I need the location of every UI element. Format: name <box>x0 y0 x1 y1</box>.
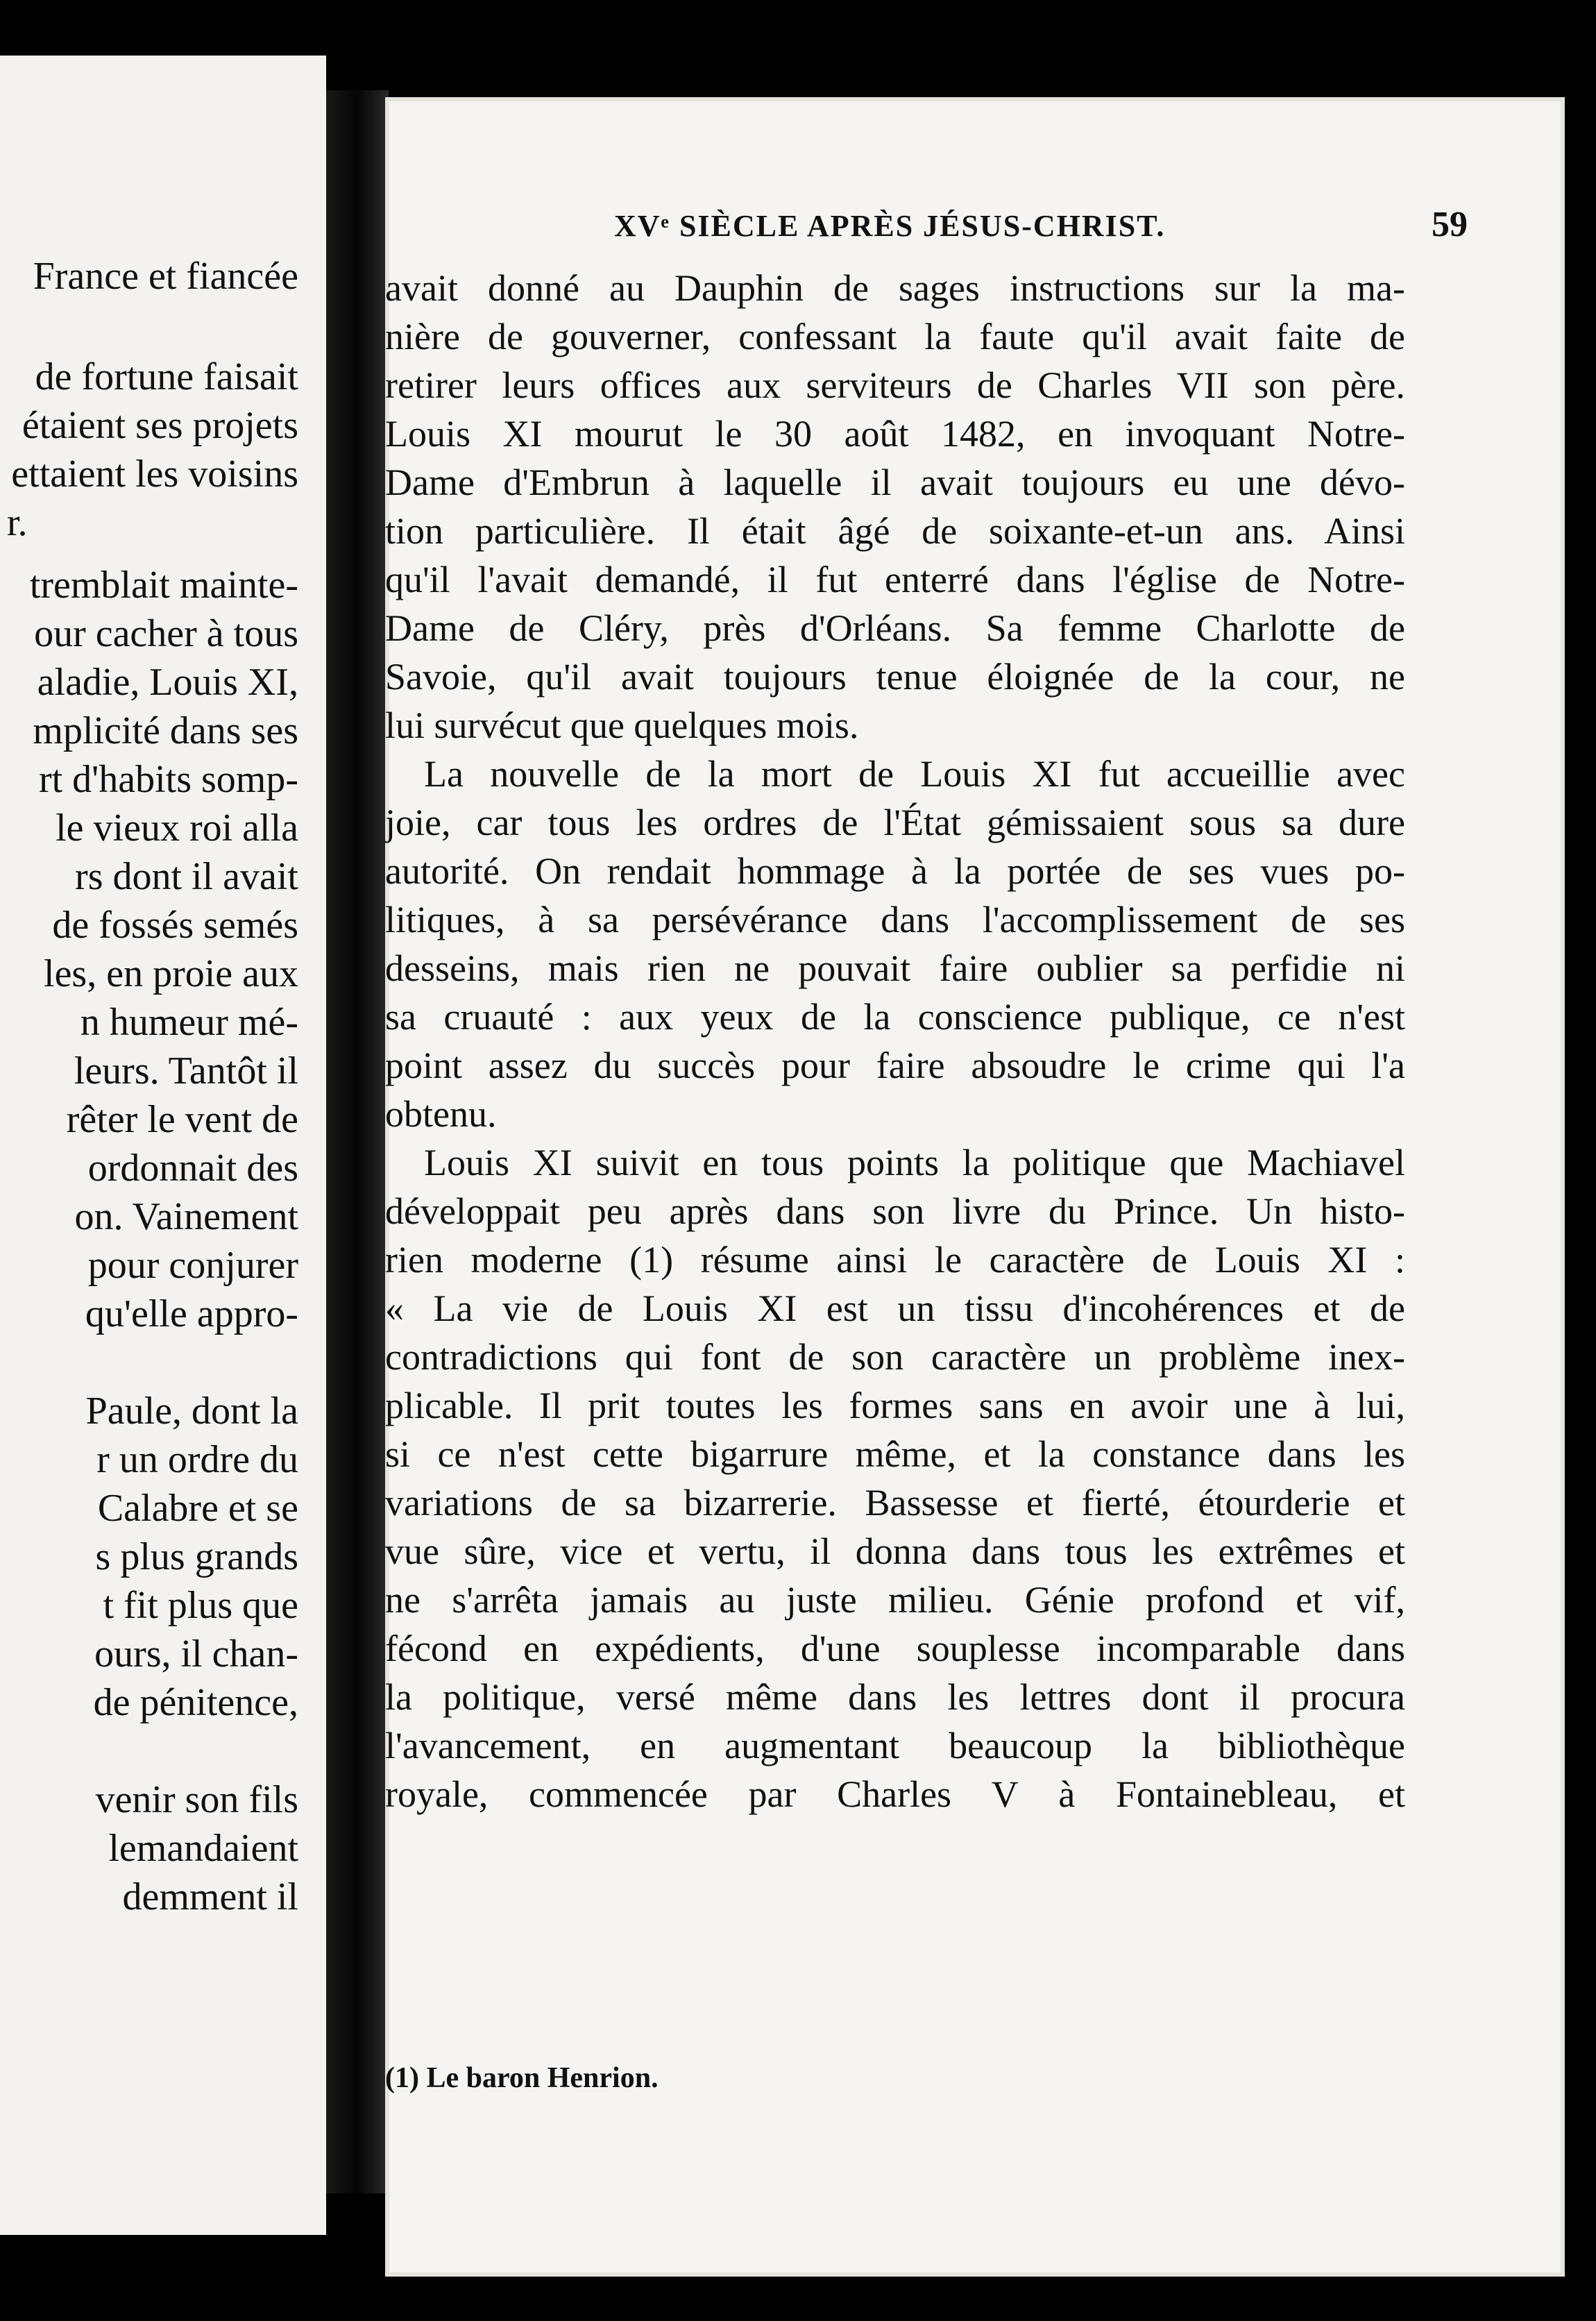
body-line: Dame d'Embrun à laquelle il avait toujours eu une dévo- <box>385 462 1405 503</box>
body-line: obtenu. <box>385 1093 497 1135</box>
body-line: vue sûre, vice et vertu, il donna dans tous les extrêmes et <box>385 1530 1405 1572</box>
left-line: les, en proie aux <box>44 952 298 995</box>
left-line: de fossés semés <box>52 904 298 947</box>
body-line: Dame de Cléry, près d'Orléans. Sa femme Charlotte de <box>385 607 1405 649</box>
body-line: plicable. Il prit toutes les formes sans en avoir une à lui, <box>385 1385 1405 1426</box>
body-line: desseins, mais rien ne pouvait faire oublier sa perfidie ni <box>385 947 1405 989</box>
left-line: qu'elle appro- <box>85 1292 298 1335</box>
left-line: Calabre et se <box>97 1487 298 1530</box>
left-line: t fit plus que <box>103 1584 298 1627</box>
left-line: le vieux roi alla <box>56 807 298 850</box>
left-page <box>0 56 326 2235</box>
body-line: La nouvelle de la mort de Louis XI fut accueillie avec <box>424 753 1405 795</box>
left-line: n humeur mé- <box>80 1001 298 1044</box>
body-line: si ce n'est cette bigarrure même, et la constance dans les <box>385 1433 1405 1475</box>
body-line: Louis XI mourut le 30 août 1482, en invoquant Notre- <box>385 413 1405 455</box>
running-head <box>385 205 1565 250</box>
page-number: 59 <box>1432 205 1468 244</box>
left-line: étaient ses projets <box>22 404 298 447</box>
body-line: retirer leurs offices aux serviteurs de Charles VII son père. <box>385 364 1405 406</box>
body-line: joie, car tous les ordres de l'État gémissaient sous sa dure <box>385 802 1405 843</box>
left-line: aladie, Louis XI, <box>37 661 298 704</box>
running-title: XVᵉ SIÈCLE APRÈS JÉSUS-CHRIST. <box>614 209 1166 243</box>
left-line: venir son fils <box>95 1778 298 1821</box>
left-line: on. Vainement <box>74 1195 298 1238</box>
body-line: qu'il l'avait demandé, il fut enterré dans l'église de Notre- <box>385 559 1405 600</box>
body-line: l'avancement, en augmentant beaucoup la bibliothèque <box>385 1725 1405 1766</box>
left-line: ettaient les voisins <box>11 453 298 496</box>
body-line: autorité. On rendait hommage à la portée de ses vues po- <box>385 850 1405 892</box>
left-line: r un ordre du <box>96 1438 298 1481</box>
body-line: point assez du succès pour faire absoudre le crime qui l'a <box>385 1045 1405 1086</box>
left-line: pour conjurer <box>87 1244 298 1287</box>
left-line: de fortune faisait <box>35 355 298 398</box>
left-line: de pénitence, <box>93 1681 298 1724</box>
left-line: ours, il chan- <box>94 1632 298 1676</box>
body-line: la politique, versé même dans les lettres dont il procura <box>385 1676 1405 1718</box>
body-line: rien moderne (1) résume ainsi le caractère de Louis XI : <box>385 1239 1405 1281</box>
body-line: Savoie, qu'il avait toujours tenue éloignée de la cour, ne <box>385 656 1405 698</box>
body-line: tion particulière. Il était âgé de soixante-et-un ans. Ainsi <box>385 510 1405 552</box>
body-line: variations de sa bizarrerie. Bassesse et fierté, étourderie et <box>385 1482 1405 1524</box>
left-line: rs dont il avait <box>75 855 298 898</box>
left-line: leurs. Tantôt il <box>74 1049 298 1092</box>
left-line: France et fiancée <box>33 255 298 298</box>
left-line: rêter le vent de <box>66 1098 298 1141</box>
body-line: développait peu après dans son livre du Prince. Un histo- <box>385 1190 1405 1232</box>
footnote: (1) Le baron Henrion. <box>385 2062 659 2094</box>
left-line: mplicité dans ses <box>33 709 298 752</box>
left-line: r. <box>7 501 28 544</box>
body-line: litiques, à sa persévérance dans l'accomplissement de ses <box>385 899 1405 940</box>
body-line: sa cruauté : aux yeux de la conscience publique, ce n'est <box>385 996 1405 1038</box>
body-line: Louis XI suivit en tous points la politique que Machiavel <box>424 1142 1405 1183</box>
body-line: nière de gouverner, confessant la faute qu'il avait faite de <box>385 316 1405 357</box>
left-line: rt d'habits somp- <box>38 758 298 801</box>
body-line: fécond en expédients, d'une souplesse incomparable dans <box>385 1628 1405 1669</box>
body-line: royale, commencée par Charles V à Fontainebleau, et <box>385 1773 1405 1815</box>
left-line: ordonnait des <box>87 1147 298 1190</box>
body-line: lui survécut que quelques mois. <box>385 704 859 746</box>
body-line: avait donné au Dauphin de sages instructions sur la ma- <box>385 267 1405 309</box>
left-line: Paule, dont la <box>85 1390 298 1433</box>
right-page <box>385 97 1565 2277</box>
left-line: our cacher à tous <box>34 612 298 655</box>
body-line: contradictions qui font de son caractère un problème inex- <box>385 1336 1405 1378</box>
body-line: « La vie de Louis XI est un tissu d'incohérences et de <box>385 1288 1405 1329</box>
left-line: s plus grands <box>95 1535 298 1578</box>
left-line: tremblait mainte- <box>29 564 298 607</box>
left-line: demment il <box>122 1875 298 1918</box>
left-line: lemandaient <box>108 1827 298 1870</box>
body-line: ne s'arrêta jamais au juste milieu. Génie profond et vif, <box>385 1579 1405 1621</box>
book-gutter <box>326 90 389 2193</box>
